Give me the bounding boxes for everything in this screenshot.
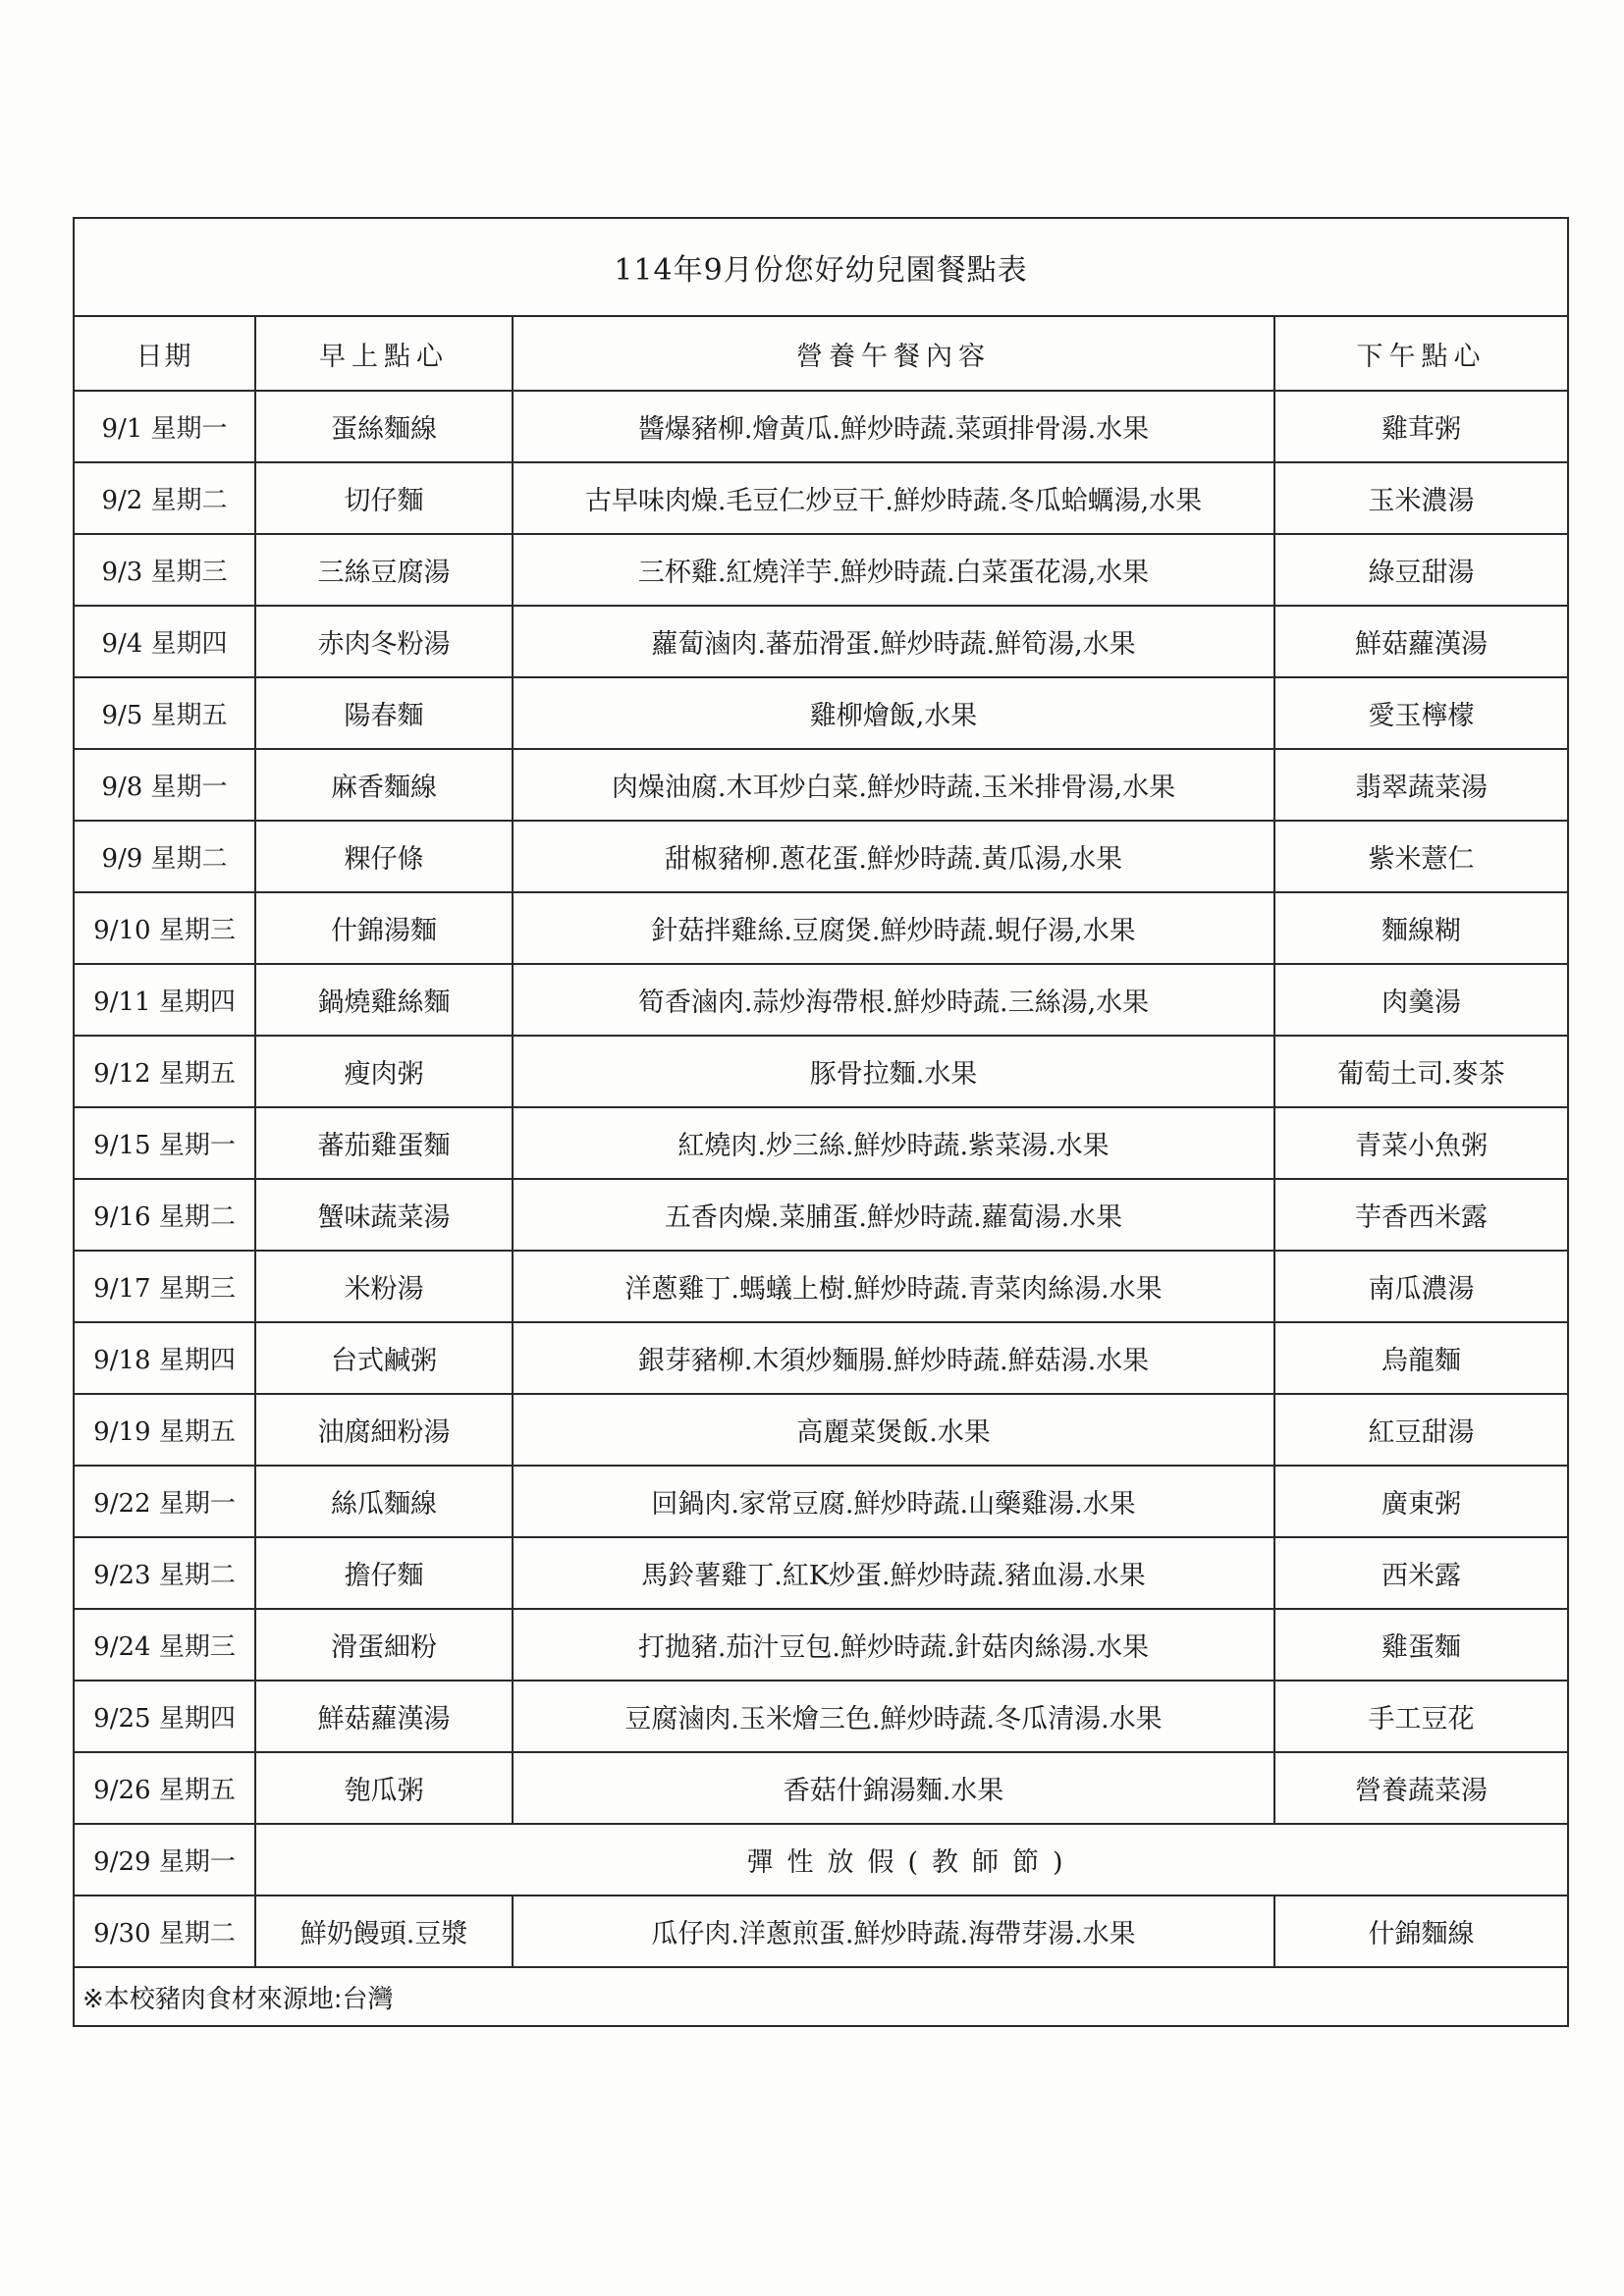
- afternoon-snack-cell: 營養蔬菜湯: [1274, 1752, 1567, 1824]
- lunch-cell: 雞柳燴飯,水果: [513, 677, 1274, 749]
- afternoon-snack-cell: 玉米濃湯: [1274, 462, 1567, 534]
- morning-snack-cell: 鮮菇蘿漢湯: [255, 1681, 513, 1752]
- menu-sheet: [73, 217, 1569, 2027]
- table-row: [75, 677, 1567, 749]
- table-row: [75, 1466, 1567, 1537]
- date-cell: 9/1 星期一: [75, 391, 255, 462]
- menu-table: [75, 317, 1567, 1968]
- lunch-cell: 香菇什錦湯麵.水果: [513, 1752, 1274, 1824]
- afternoon-snack-cell: 麵線糊: [1274, 892, 1567, 964]
- afternoon-snack-cell: 什錦麵線: [1274, 1896, 1567, 1967]
- lunch-cell: 高麗菜煲飯.水果: [513, 1394, 1274, 1466]
- header-afternoon-snack: 下午點心: [1274, 317, 1567, 391]
- lunch-cell: 銀芽豬柳.木須炒麵腸.鮮炒時蔬.鮮菇湯.水果: [513, 1322, 1274, 1394]
- morning-snack-cell: 赤肉冬粉湯: [255, 606, 513, 677]
- date-cell: 9/17 星期三: [75, 1251, 255, 1322]
- table-row: [75, 1036, 1567, 1107]
- lunch-cell: 回鍋肉.家常豆腐.鮮炒時蔬.山藥雞湯.水果: [513, 1466, 1274, 1537]
- afternoon-snack-cell: 綠豆甜湯: [1274, 534, 1567, 606]
- table-row: [75, 1179, 1567, 1251]
- lunch-cell: 醬爆豬柳.燴黃瓜.鮮炒時蔬.菜頭排骨湯.水果: [513, 391, 1274, 462]
- morning-snack-cell: 鮮奶饅頭.豆漿: [255, 1896, 513, 1967]
- morning-snack-cell: 切仔麵: [255, 462, 513, 534]
- lunch-cell: 針菇拌雞絲.豆腐煲.鮮炒時蔬.蜆仔湯,水果: [513, 892, 1274, 964]
- afternoon-snack-cell: 愛玉檸檬: [1274, 677, 1567, 749]
- date-cell: 9/5 星期五: [75, 677, 255, 749]
- header-morning-snack: 早上點心: [255, 317, 513, 391]
- lunch-cell: 馬鈴薯雞丁.紅K炒蛋.鮮炒時蔬.豬血湯.水果: [513, 1537, 1274, 1609]
- lunch-cell: 打拋豬.茄汁豆包.鮮炒時蔬.針菇肉絲湯.水果: [513, 1609, 1274, 1681]
- date-cell: 9/24 星期三: [75, 1609, 255, 1681]
- header-lunch: 營養午餐內容: [513, 317, 1274, 391]
- date-cell: 9/15 星期一: [75, 1107, 255, 1179]
- date-cell: 9/30 星期二: [75, 1896, 255, 1967]
- table-row: [75, 1107, 1567, 1179]
- morning-snack-cell: 鍋燒雞絲麵: [255, 964, 513, 1036]
- date-cell: 9/8 星期一: [75, 749, 255, 821]
- morning-snack-cell: 匏瓜粥: [255, 1752, 513, 1824]
- lunch-cell: 洋蔥雞丁.螞蟻上樹.鮮炒時蔬.青菜肉絲湯.水果: [513, 1251, 1274, 1322]
- afternoon-snack-cell: 翡翠蔬菜湯: [1274, 749, 1567, 821]
- table-row: [75, 462, 1567, 534]
- afternoon-snack-cell: 紅豆甜湯: [1274, 1394, 1567, 1466]
- table-row: [75, 1896, 1567, 1967]
- lunch-cell: 豆腐滷肉.玉米燴三色.鮮炒時蔬.冬瓜清湯.水果: [513, 1681, 1274, 1752]
- afternoon-snack-cell: 紫米薏仁: [1274, 821, 1567, 892]
- header-row: [75, 317, 1567, 391]
- table-row: [75, 1322, 1567, 1394]
- morning-snack-cell: 瘦肉粥: [255, 1036, 513, 1107]
- lunch-cell: 五香肉燥.菜脯蛋.鮮炒時蔬.蘿蔔湯.水果: [513, 1179, 1274, 1251]
- date-cell: 9/22 星期一: [75, 1466, 255, 1537]
- afternoon-snack-cell: 芋香西米露: [1274, 1179, 1567, 1251]
- table-row: [75, 892, 1567, 964]
- date-cell: 9/16 星期二: [75, 1179, 255, 1251]
- date-cell: 9/9 星期二: [75, 821, 255, 892]
- date-cell: 9/18 星期四: [75, 1322, 255, 1394]
- afternoon-snack-cell: 葡萄土司.麥茶: [1274, 1036, 1567, 1107]
- table-row: [75, 1251, 1567, 1322]
- table-row: [75, 964, 1567, 1036]
- afternoon-snack-cell: 肉羹湯: [1274, 964, 1567, 1036]
- table-row: [75, 749, 1567, 821]
- morning-snack-cell: 蕃茄雞蛋麵: [255, 1107, 513, 1179]
- morning-snack-cell: 什錦湯麵: [255, 892, 513, 964]
- afternoon-snack-cell: 廣東粥: [1274, 1466, 1567, 1537]
- morning-snack-cell: 蛋絲麵線: [255, 391, 513, 462]
- lunch-cell: 豚骨拉麵.水果: [513, 1036, 1274, 1107]
- page-title: 114年9月份您好幼兒園餐點表: [75, 219, 1567, 317]
- morning-snack-cell: 擔仔麵: [255, 1537, 513, 1609]
- lunch-cell: 蘿蔔滷肉.蕃茄滑蛋.鮮炒時蔬.鮮筍湯,水果: [513, 606, 1274, 677]
- date-cell: 9/19 星期五: [75, 1394, 255, 1466]
- date-cell: 9/26 星期五: [75, 1752, 255, 1824]
- date-cell: 9/23 星期二: [75, 1537, 255, 1609]
- morning-snack-cell: 米粉湯: [255, 1251, 513, 1322]
- afternoon-snack-cell: 鮮菇蘿漢湯: [1274, 606, 1567, 677]
- table-row: [75, 1752, 1567, 1824]
- afternoon-snack-cell: 青菜小魚粥: [1274, 1107, 1567, 1179]
- afternoon-snack-cell: 雞蛋麵: [1274, 1609, 1567, 1681]
- table-row: [75, 606, 1567, 677]
- header-date: 日期: [75, 317, 255, 391]
- lunch-cell: 肉燥油腐.木耳炒白菜.鮮炒時蔬.玉米排骨湯,水果: [513, 749, 1274, 821]
- table-row: [75, 391, 1567, 462]
- date-cell: 9/25 星期四: [75, 1681, 255, 1752]
- date-cell: 9/4 星期四: [75, 606, 255, 677]
- morning-snack-cell: 絲瓜麵線: [255, 1466, 513, 1537]
- table-row: [75, 534, 1567, 606]
- date-cell: 9/3 星期三: [75, 534, 255, 606]
- date-cell: 9/10 星期三: [75, 892, 255, 964]
- table-row: [75, 1394, 1567, 1466]
- morning-snack-cell: 三絲豆腐湯: [255, 534, 513, 606]
- table-row: [75, 1681, 1567, 1752]
- afternoon-snack-cell: 雞茸粥: [1274, 391, 1567, 462]
- morning-snack-cell: 滑蛋細粉: [255, 1609, 513, 1681]
- morning-snack-cell: 陽春麵: [255, 677, 513, 749]
- table-row-holiday: [75, 1824, 1567, 1896]
- morning-snack-cell: 粿仔條: [255, 821, 513, 892]
- date-cell: 9/12 星期五: [75, 1036, 255, 1107]
- date-cell: 9/29 星期一: [75, 1824, 255, 1896]
- lunch-cell: 筍香滷肉.蒜炒海帶根.鮮炒時蔬.三絲湯,水果: [513, 964, 1274, 1036]
- afternoon-snack-cell: 西米露: [1274, 1537, 1567, 1609]
- date-cell: 9/2 星期二: [75, 462, 255, 534]
- lunch-cell: 甜椒豬柳.蔥花蛋.鮮炒時蔬.黃瓜湯,水果: [513, 821, 1274, 892]
- date-cell: 9/11 星期四: [75, 964, 255, 1036]
- table-row: [75, 1537, 1567, 1609]
- afternoon-snack-cell: 手工豆花: [1274, 1681, 1567, 1752]
- footnote: ※本校豬肉食材來源地:台灣: [82, 1984, 394, 2014]
- lunch-cell: 瓜仔肉.洋蔥煎蛋.鮮炒時蔬.海帶芽湯.水果: [513, 1896, 1274, 1967]
- lunch-cell: 三杯雞.紅燒洋芋.鮮炒時蔬.白菜蛋花湯,水果: [513, 534, 1274, 606]
- afternoon-snack-cell: 烏龍麵: [1274, 1322, 1567, 1394]
- table-row: [75, 1609, 1567, 1681]
- morning-snack-cell: 油腐細粉湯: [255, 1394, 513, 1466]
- morning-snack-cell: 麻香麵線: [255, 749, 513, 821]
- lunch-cell: 紅燒肉.炒三絲.鮮炒時蔬.紫菜湯.水果: [513, 1107, 1274, 1179]
- lunch-cell: 古早味肉燥.毛豆仁炒豆干.鮮炒時蔬.冬瓜蛤蠣湯,水果: [513, 462, 1274, 534]
- morning-snack-cell: 蟹味蔬菜湯: [255, 1179, 513, 1251]
- holiday-cell: 彈性放假(教師節): [255, 1824, 1567, 1896]
- morning-snack-cell: 台式鹹粥: [255, 1322, 513, 1394]
- table-row: [75, 821, 1567, 892]
- afternoon-snack-cell: 南瓜濃湯: [1274, 1251, 1567, 1322]
